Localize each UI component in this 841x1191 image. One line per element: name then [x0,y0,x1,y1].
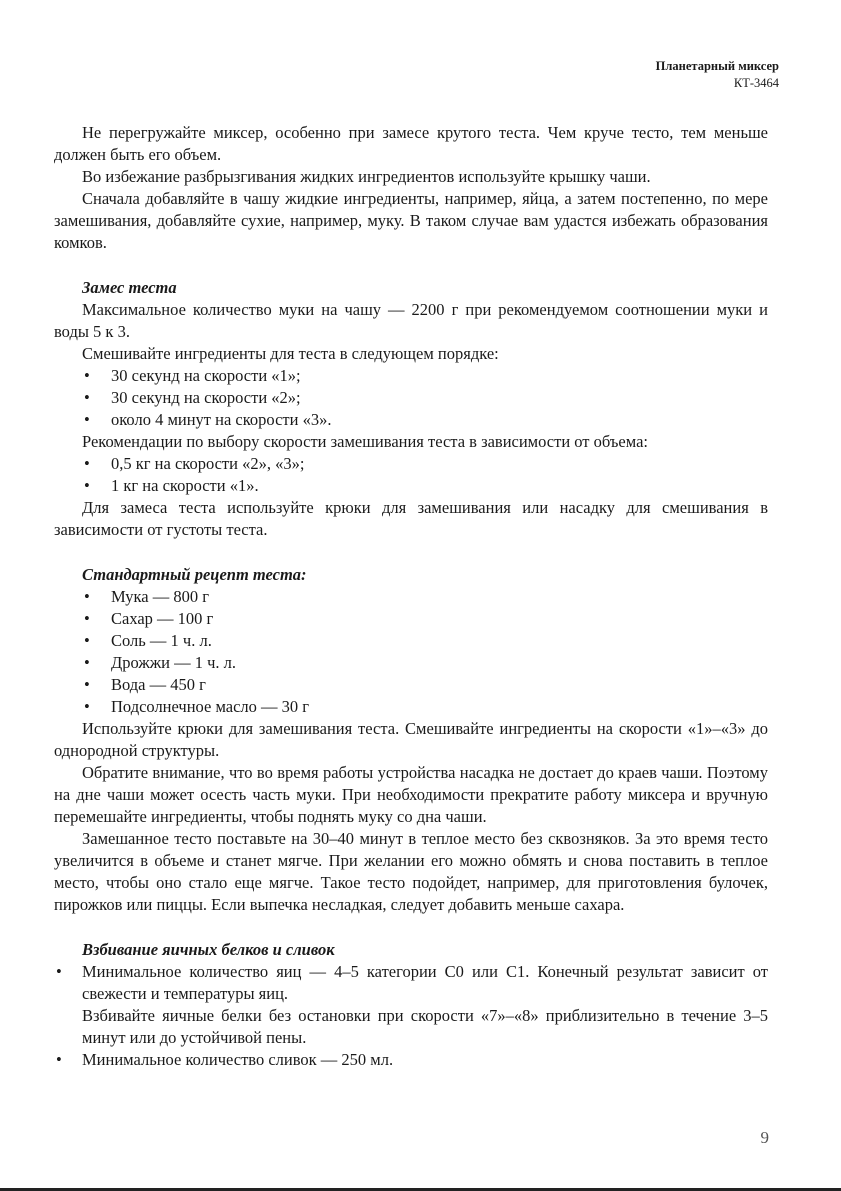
header-model: КТ-3464 [733,76,779,90]
list-item: • 0,5 кг на скорости «2», «3»; [54,453,768,475]
list-item: • около 4 минут на скорости «3». [54,409,768,431]
intro-paragraph: Сначала добавляйте в чашу жидкие ингредиенты, например, яйца, а затем постепенно, по мере замешивания, добавляйте сухие, например, муку. В таком случае вам удастся избежать образования комков. [54,189,768,252]
page-number: 9 [760,1128,769,1147]
section-title-recipe: Стандартный рецепт теста: [82,565,307,584]
list-item: • 30 секунд на скорости «2»; [54,387,768,409]
list-item: • Подсолнечное масло — 30 г [54,696,768,718]
dough-order-list [54,365,768,431]
list-item [54,1049,768,1071]
recipe-paragraph: Используйте крюки для замешивания теста. Смешивайте ингредиенты на скорости «1»–«3» до однородной структуры. [54,719,768,760]
list-item: • Мука — 800 г [54,586,768,608]
dough-speed-list [54,453,768,497]
list-item: • Дрожжи — 1 ч. л. [54,652,768,674]
dough-paragraph: Для замеса теста используйте крюки для замешивания или насадку для смешивания в зависимости от густоты теста. [54,498,768,539]
list-item: • Соль — 1 ч. л. [54,630,768,652]
recipe-list [54,586,768,718]
whip-eggs-sub: Взбивайте яичные белки без остановки при скорости «7»–«8» приблизительно в течение 3–5 минут или до устойчивой пены. [82,1006,768,1047]
section-title-dough: Замес теста [82,278,177,297]
bullet-mark: • [56,962,62,981]
dough-paragraph: Рекомендации по выбору скорости замешивания теста в зависимости от объема: [82,432,648,451]
page-body [54,122,768,1071]
header-product: Планетарный миксер [655,59,779,73]
recipe-paragraph: Обратите внимание, что во время работы устройства насадка не достает до краев чаши. Поэтому на дне чаши может осесть часть муки. При необходимости прекратите работу миксера и вручную перемешайте ингредиенты, чтобы поднять муку со дна чаши. [54,763,768,826]
whip-eggs-text: Минимальное количество яиц — 4–5 категории С0 или С1. Конечный результат зависит от свежести и температуры яиц. [82,962,768,1003]
whip-list [54,961,768,1071]
list-item [54,961,768,1049]
list-item: • Сахар — 100 г [54,608,768,630]
section-title-whip: Взбивание яичных белков и сливок [82,940,335,959]
list-item: • 1 кг на скорости «1». [54,475,768,497]
whip-cream-text: Минимальное количество сливок — 250 мл. [82,1050,394,1069]
list-item: • Вода — 450 г [54,674,768,696]
dough-paragraph: Смешивайте ингредиенты для теста в следующем порядке: [82,344,499,363]
recipe-paragraph: Замешанное тесто поставьте на 30–40 минут в теплое место без сквозняков. За это время тесто увеличится в объеме и станет мягче. При желании его можно обмять и снова поставить в теплое место, чтобы оно стало еще мягче. Такое тесто подойдет, например, для приготовления булочек, пирожков или пиццы. Если выпечка несладкая, следует добавить меньше сахара. [54,829,768,914]
dough-paragraph: Максимальное количество муки на чашу — 2200 г при рекомендуемом соотношении муки и воды 5 к 3. [54,300,768,341]
intro-paragraph: Не перегружайте миксер, особенно при замесе крутого теста. Чем круче тесто, тем меньше должен быть его объем. [54,123,768,164]
bullet-mark: • [56,1050,62,1069]
page-header [656,58,779,92]
list-item: • 30 секунд на скорости «1»; [54,365,768,387]
intro-paragraph: Во избежание разбрызгивания жидких ингредиентов используйте крышку чаши. [82,167,651,186]
